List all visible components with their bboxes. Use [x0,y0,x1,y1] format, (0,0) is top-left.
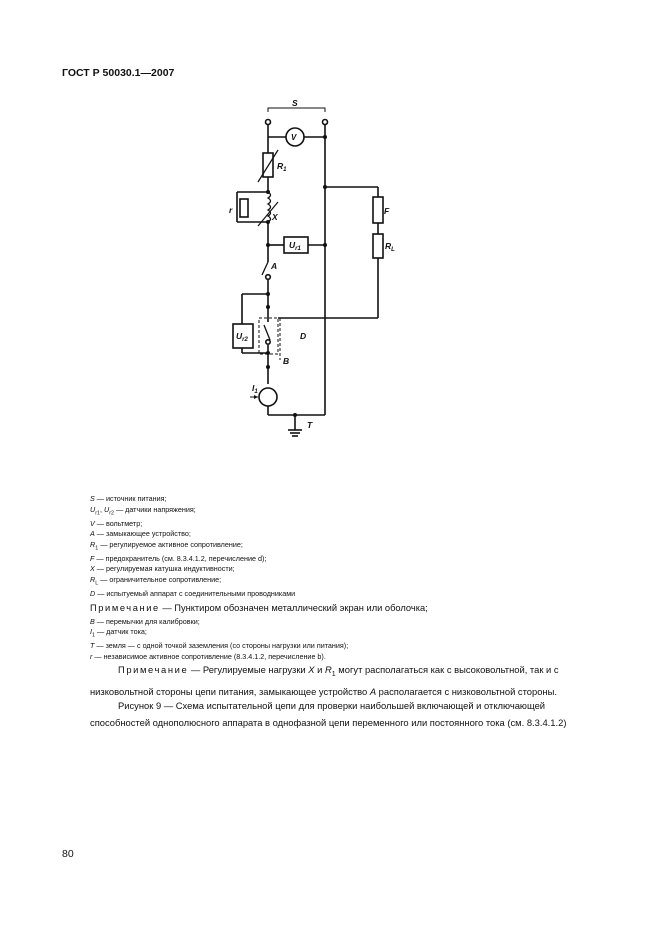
legend [90,494,600,662]
legend-item: $I_1$ — датчик тока; [90,627,147,639]
label-r: r [229,205,233,215]
label-i1: $I_1$ [252,383,258,395]
circuit-diagram [210,92,410,442]
legend-item: F — предохранитель (см. 8.3.4.1.2, перечисление d); [90,553,267,563]
label-x: X [272,212,278,222]
label-ur1: $U_{r1}$ [289,240,301,252]
label-f: F [384,206,390,216]
label-ur2: $U_{r2}$ [236,331,248,343]
legend-item: $U_{r1}$, $U_{r2}$ — датчики напряжения; [90,504,196,517]
label-rl: $R_L$ [385,241,395,253]
page-number: 80 [62,848,74,860]
label-a: A [271,261,278,271]
label-t: T [307,420,313,430]
legend-note: Примечание — Пунктиром обозначен металлический экран или оболочка; [90,602,428,613]
label-b: B [283,356,290,366]
label-d: D [300,331,307,341]
legend-item: X — регулируемая катушка индуктивности; [90,564,235,574]
legend-item: $R_1$ — регулируемое активное сопротивление; [90,539,243,552]
legend-item: $R_L$ — ограничительное сопротивление; [90,575,222,587]
label-r1: $R_1$ [277,161,287,173]
legend-item: D — испытуемый аппарат с соединительными проводниками [90,589,296,599]
legend-item: A — замыкающее устройство; [90,529,191,539]
legend-item: B — перемычки для калибровки; [90,616,200,626]
legend-item: V — вольтметр; [90,518,143,528]
legend-item: r — независимое активное сопротивление (8.3.4.1.2, перечисление b). [90,651,326,661]
figure-caption: Рисунок 9 — Схема испытательной цепи для проверки наибольшей включающей и отключающей способностей однополюсного аппарата в однофазной цепи переменного или постоянного тока (см. 8.3.4.1.2) [90,700,567,728]
note-paragraph: Примечание — Регулируемые нагрузки X и $R_1$ могут располагаться как с высоковольтной, так и с низковольтной стороны цепи питания, замыкающее устройство A располагается с низковольтной стороны. [90,664,559,697]
label-s: S [292,98,298,108]
legend-item: T — земля — с одной точкой заземления (со стороны нагрузки или питания); [90,641,349,651]
document-header: ГОСТ Р 50030.1—2007 [62,67,175,79]
label-v: V [291,133,297,142]
legend-item: S — источник питания; [90,494,167,503]
